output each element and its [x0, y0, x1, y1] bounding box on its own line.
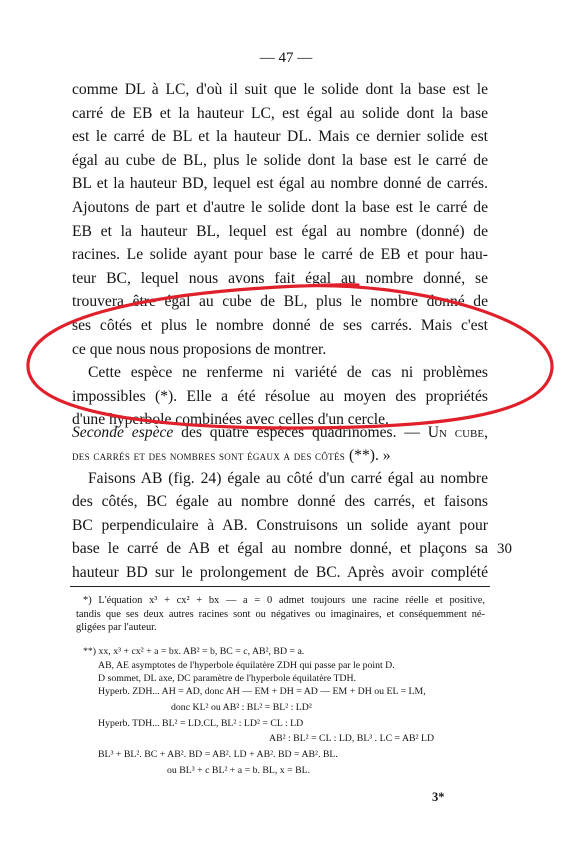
- text-line: racines. Le solide ayant pour base le carré de EB et pour hau-: [72, 246, 488, 264]
- text-line: Cette espèce ne renferme ni variété de cas ni problèmes: [88, 364, 488, 382]
- text-line: est le carré de BL et la hauteur DL. Mais ce dernier solide est: [72, 128, 488, 146]
- text-line: ce que nous nous proposions de montrer.: [72, 340, 327, 358]
- text-line: BC perpendiculaire à AB. Construisons un solide ayant pour: [72, 516, 488, 534]
- footnote-math-line: BL³ + BL². BC + AB². BD = AB². LD + AB². BD = AB². BL.: [98, 749, 338, 760]
- footnote-math-line: **) xx, x³ + cx² + a = bx. AB² = b, BC = c, AB², BD = a.: [83, 646, 305, 657]
- footnote-math-line: Hyperb. ZDH... AH = AD, donc AH — EM + DH = AD — EM + DH ou EL = LM,: [98, 686, 426, 697]
- text-line: d'une hyperbole combinées avec celles d'un cercle.: [72, 411, 389, 429]
- text-line: ses côtés et plus le nombre donné de ses carrés. Mais c'est: [72, 317, 488, 334]
- text-line: Faisons AB (fig. 24) égale au côté d'un carré égal au nombre: [88, 470, 488, 487]
- page-number: — 47 —: [259, 50, 313, 66]
- species-heading-italic: Seconde espèce: [72, 424, 174, 441]
- text-line: teur BC, lequel nous avons fait égal au nombre donné, se: [72, 269, 488, 287]
- text-line: carré de EB et la hauteur LC, est égal au solide dont la base: [72, 104, 488, 122]
- footnote-math-line: D sommet, DL axe, DC paramètre de l'hyperbole équilatère TDH.: [98, 673, 357, 684]
- footnote-math-line: AB² : BL² = CL : LD, BL³ . LC = AB² LD: [269, 733, 435, 744]
- footnote-math-line: Hyperb. TDH... BL² = LD.CL, BL² : LD² = CL : LD: [98, 718, 304, 729]
- footnote-rule: [70, 586, 490, 587]
- species-heading-2-tail: (**). »: [345, 447, 391, 464]
- footnote-line: *) L'équation x³ + cx² + bx — a = 0 admet toujours une racine réelle et positive,: [83, 595, 485, 606]
- footnote-line: tandis que ses deux autres racines sont ou négatives ou imaginaires, et conséquemment né-: [76, 608, 485, 620]
- text-line: EB et la hauteur BL, lequel est égal au nombre (donné) de: [72, 222, 488, 240]
- footnote-math-line: AB, AE asymptotes de l'hyperbole équilatère ZDH qui passe par le point D.: [98, 660, 395, 671]
- text-line: égal au cube de BL, plus le solide dont la base est le carré de: [72, 151, 488, 169]
- text-line: BL et la hauteur BD, lequel est égal au nombre donné de carrés.: [72, 175, 488, 193]
- text-line: Ajoutons de part et d'autre le solide dont la base est le carré de: [72, 199, 488, 216]
- text-line: des côtés, BC égale au nombre donné des carrés, et faisons: [72, 493, 488, 511]
- text-line: impossibles (*). Elle a été résolue au moyen des propriétés: [72, 387, 488, 405]
- text-line: comme DL à LC, d'où il suit que le solide dont la base est le: [72, 81, 488, 98]
- species-heading-text: des quatre espèces quadrinômes. —: [173, 424, 428, 441]
- footnote-math-line: donc KL² ou AB² : BL² = BL² : LD²: [171, 702, 312, 713]
- text-line: base le carré de AB et égal au nombre donné, et plaçons sa: [72, 540, 488, 558]
- species-heading: [72, 421, 488, 444]
- species-heading-smallcaps: Un cube,: [427, 424, 489, 441]
- footnote-math-line: ou BL³ + c BL² + a = b. BL, x = BL.: [167, 765, 311, 776]
- signature-mark: 3*: [432, 790, 445, 804]
- footnote-line: gligées par l'auteur.: [76, 622, 157, 634]
- text-line: hauteur BD sur le prolongement de BC. Après avoir complété: [72, 563, 488, 581]
- margin-line-number: 30: [497, 541, 512, 557]
- species-heading-2-smallcaps: des carrés et des nombres sont égaux a des côtés: [72, 449, 346, 463]
- species-heading-2: [72, 444, 488, 468]
- text-line: trouvera être égal au cube de BL, plus le nombre donné de: [72, 293, 488, 311]
